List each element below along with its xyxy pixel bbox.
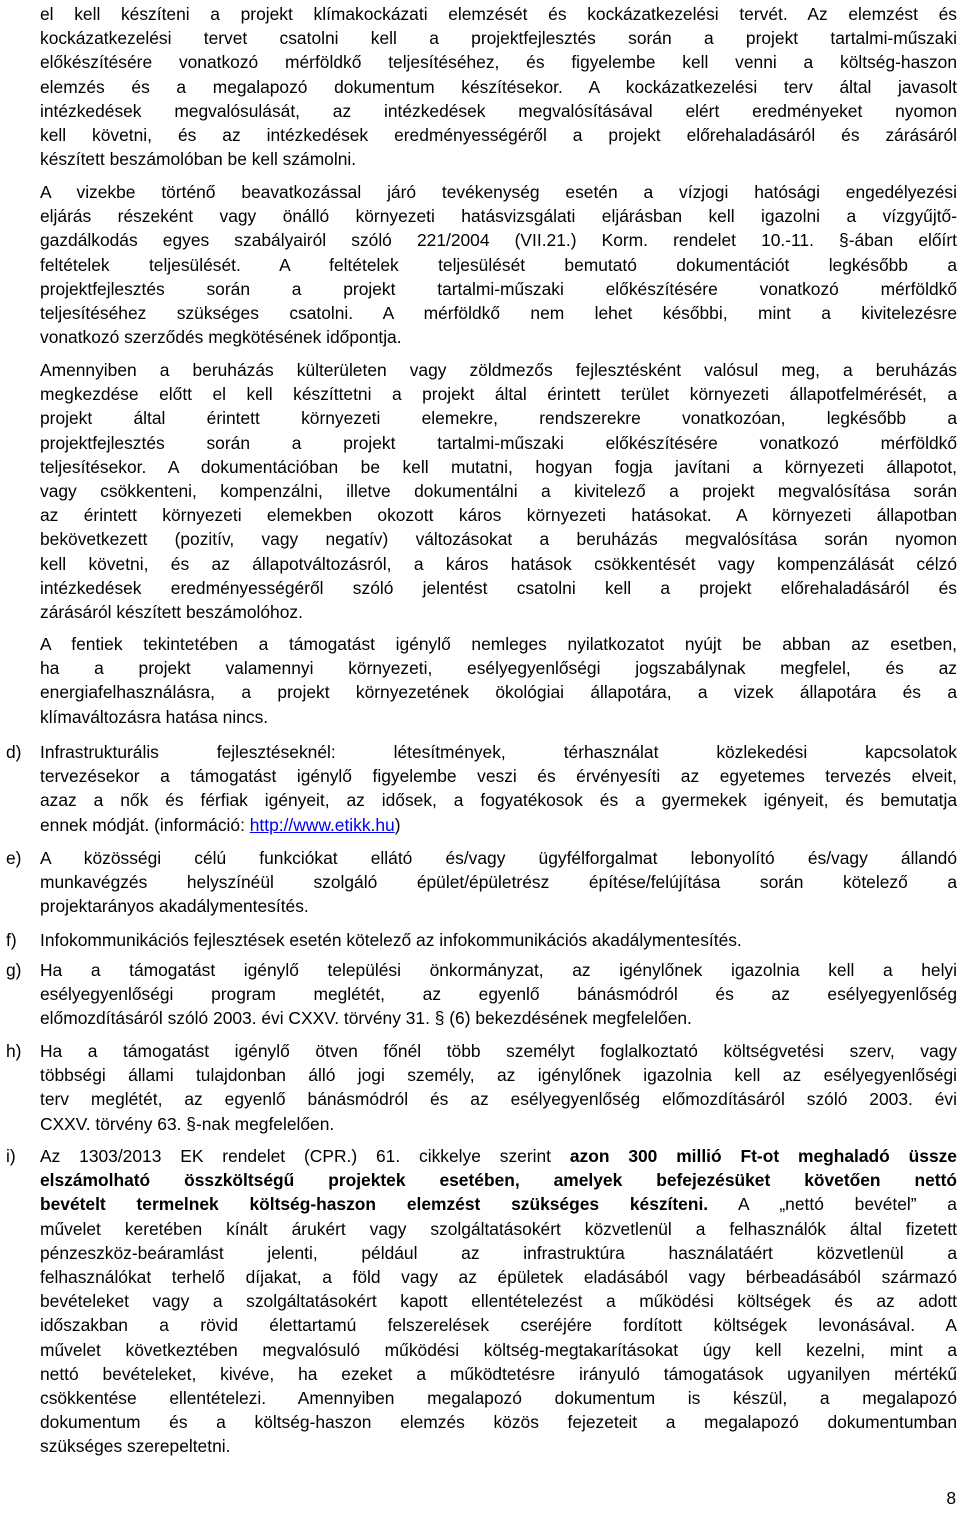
text-line: pénzeszköz-beáramlást jelenti, például az infrastruktúra használatáért közvetlenül a bbox=[40, 1242, 957, 1263]
text-line: terv meglétét, az egyenlő bánásmódról és az esélyegyenlőség előmozdításáról szóló 2003. évi bbox=[40, 1089, 957, 1110]
text-line: csökkentése ellentételezi. Amennyiben megalapozó dokumentum is készül, a megalapozó bbox=[40, 1388, 957, 1409]
text-fragment: A „nettó bevétel” a bbox=[708, 1194, 957, 1215]
text-line: teljesítéséhez szükséges csatolni. A mérföldkő nem lehet későbbi, mint a kivitelezésre bbox=[40, 303, 957, 324]
text-line: Infokommunikációs fejlesztések esetén kötelező az infokommunikációs akadálymentesítés. bbox=[40, 930, 742, 950]
text-line: gazdálkodás egyes szabályairól szóló 221/2004 (VII.21.) Korm. rendelet 10.-11. §-ában előírt bbox=[40, 230, 957, 251]
text-fragment: ) bbox=[394, 814, 401, 835]
text-line: készített beszámolóban be kell számolni. bbox=[40, 149, 357, 170]
text-line: előkészítésére vonatkozó mérföldkő teljesítéséhez, és figyelembe kell venni a költség-haszon bbox=[40, 52, 957, 73]
list-marker: f) bbox=[6, 930, 17, 950]
list-marker: g) bbox=[6, 960, 22, 980]
text-line: A vizekbe történő beavatkozással járó tevékenység esetén a vízjogi hatósági engedélyezési bbox=[40, 182, 957, 202]
text-line: azaz a nők és férfiak igényeit, az idősek, a fogyatékosok és a gyermekek igényeit, és bemutatja bbox=[40, 790, 957, 811]
text-line: előmozdításáról szóló 2003. évi CXXV. törvény 31. § (6) bekezdésének megfelelően. bbox=[40, 1008, 692, 1029]
text-line: tervezésekor a támogatást igénylő figyelembe veszi és érvényesíti az egyetemes tervezés elveit, bbox=[40, 766, 957, 787]
paragraph-water-intervention bbox=[40, 180, 957, 349]
text-line bbox=[40, 1144, 957, 1168]
text-line: Ha a támogatást igénylő ötven főnél több személyt foglalkoztató költségvetési szerv, vagy bbox=[40, 1041, 957, 1061]
text-line: intézkedések eredményességéről szóló jelentést csatolni kell a projekt előrehaladásáról és bbox=[40, 577, 957, 598]
text-line: kell követni, és az intézkedések eredményességéről a projekt előrehaladásáról és zárásáról bbox=[40, 125, 957, 146]
page-number: 8 bbox=[946, 1488, 956, 1508]
text-line: teljesítésekor. A dokumentációban be kell mutatni, hogyan fogja javítani a környezeti állapotot, bbox=[40, 456, 957, 477]
text-line: időszakban a rövid élettartamú felszerelések cseréjére fordított költségek levonásával. A bbox=[40, 1315, 957, 1336]
text-line bbox=[40, 1168, 957, 1192]
text-line: projektarányos akadálymentesítés. bbox=[40, 896, 309, 917]
text-line: Ha a támogatást igénylő települési önkormányzat, az igénylőnek igazolnia kell a helyi bbox=[40, 960, 957, 980]
paragraph-negative-declaration bbox=[40, 632, 957, 729]
text-fragment: ennek módját. (információ: bbox=[40, 814, 250, 835]
text-line: vonatkozó szerződés megkötésének időpontja. bbox=[40, 327, 402, 348]
bold-fragment: bevételt termelnek költség-haszon elemzést szükséges készíteni. bbox=[40, 1194, 709, 1215]
etikk-link[interactable]: http://www.etikk.hu bbox=[249, 814, 395, 835]
text-line: A közösségi célú funkciókat ellátó és/vagy ügyfélforgalmat lebonyolító és/vagy állandó bbox=[40, 848, 957, 868]
text-line: dokumentum és a költség-haszon elemzés közös fejezeteit a megalapozó dokumentumban bbox=[40, 1412, 957, 1433]
text-line: többségi állami tulajdonban álló jogi személy, az igénylőnek igazolnia kell az esélyegyenlőségi bbox=[40, 1065, 957, 1086]
text-line: az érintett környezeti elemekben okozott káros környezeti hatásokat. A környezeti állapotban bbox=[40, 505, 957, 526]
text-line: vagy csökkenteni, kompenzálni, illetve dokumentálni a kivitelező a projekt megvalósítása során bbox=[40, 481, 957, 502]
text-line: intézkedések megvalósulását, az intézkedések megvalósításával elért eredményeket nyomon bbox=[40, 100, 957, 121]
text-line: bekövetkezett (pozitív, vagy negatív) változásokat a beruházás megvalósítása során nyomon bbox=[40, 529, 957, 550]
text-line: szükséges szerepeltetni. bbox=[40, 1436, 231, 1457]
list-marker: e) bbox=[6, 848, 22, 868]
text-line: felhasználókat terhelő díjakat, a föld vagy az épületek eladásából vagy bérbeadásából származó bbox=[40, 1267, 957, 1288]
text-line: bevételeket vagy a szolgáltatásokért kapott ellentételezést a működési költségek és az adott bbox=[40, 1291, 957, 1312]
list-marker: d) bbox=[6, 742, 22, 762]
text-line: művelet következtében megvalósuló működési költség-megtakarításokat úgy kell kezelni, mint a bbox=[40, 1339, 957, 1360]
text-line: energiafelhasználásra, a projekt környezetének ökológiai állapotára, a vizek állapotára és a bbox=[40, 682, 957, 703]
text-line: A fentiek tekintetében a támogatást igénylő nemleges nyilatkozatot nyújt be abban az esetben, bbox=[40, 634, 957, 654]
text-line bbox=[40, 1192, 957, 1216]
text-line: ha a projekt valamennyi környezeti, esélyegyenlőségi jogszabálynak megfelel, és az bbox=[40, 658, 957, 679]
list-marker: h) bbox=[6, 1041, 22, 1061]
text-line: projekt által érintett környezeti elemekre, rendszerekre vonatkozóan, legkésőbb a bbox=[40, 408, 957, 429]
text-line: Infrastrukturális fejlesztéseknél: létesítmények, térhasználat közlekedési kapcsolatok bbox=[40, 742, 957, 762]
text-line: el kell készíteni a projekt klímakockázati elemzését és kockázatkezelési tervét. Az elemzést és bbox=[40, 4, 957, 24]
text-line: eljárás részeként vagy önálló környezeti hatásvizsgálati eljárásban kell igazolni a vízgyűjtő- bbox=[40, 206, 957, 227]
text-line: kockázatkezelési tervet csatolni kell a projektfejlesztés során a projekt tartalmi-műszaki bbox=[40, 28, 957, 49]
text-line: CXXV. törvény 63. §-nak megfelelően. bbox=[40, 1113, 335, 1134]
text-line: megkezdése előtt el kell készíttetni a projekt által érintett terület környezeti állapotfelmérését, a bbox=[40, 384, 957, 405]
text-line: projektfejlesztés során a projekt tartalmi-műszaki előkészítésére vonatkozó mérföldkő bbox=[40, 278, 957, 299]
text-line: nettó bevételeket, kivéve, ha ezeket a működtetésre irányuló támogatások ugyanilyen mértékű bbox=[40, 1363, 957, 1384]
text-line: elemzés és a megalapozó dokumentum készítésekor. A kockázatkezelési terv által javasolt bbox=[40, 76, 957, 97]
paragraph-environmental-assessment bbox=[40, 358, 957, 624]
text-line: feltételek teljesülését. A feltételek teljesülését bemutató dokumentációt legkésőbb a bbox=[40, 254, 957, 275]
text-line: kell követni, és az állapotváltozásról, a káros hatások csökkentését vagy kompenzálását célzó bbox=[40, 553, 957, 574]
text-line: művelet keretében kínált árukért vagy szolgáltatásokért közvetlenül a felhasználók által fizetett bbox=[40, 1218, 957, 1239]
text-line bbox=[40, 813, 957, 837]
text-line: munkavégzés helyszínéül szolgáló épület/épületrész építése/felújítása során kötelező a bbox=[40, 872, 957, 893]
paragraph-climate-risk bbox=[40, 2, 957, 171]
text-fragment: Az 1303/2013 EK rendelet (CPR.) 61. cikkelye szerint bbox=[40, 1146, 570, 1166]
text-line: zárásáról készített beszámolóhoz. bbox=[40, 602, 303, 623]
text-line: esélyegyenlőségi program meglétét, az egyenlő bánásmódról és az esélyegyenlőség bbox=[40, 984, 957, 1005]
list-marker: i) bbox=[6, 1146, 16, 1166]
bold-fragment: azon 300 millió Ft-ot meghaladó üssze bbox=[569, 1146, 957, 1166]
text-line: Amennyiben a beruházás külterületen vagy zöldmezős fejlesztésként valósul meg, a beruházás bbox=[40, 360, 957, 380]
bold-fragment: elszámolható összköltségű projektek esetében, amelyek befejezésüket követően nettó bbox=[40, 1170, 957, 1191]
text-line: projektfejlesztés során a projekt tartalmi-műszaki előkészítésére vonatkozó mérföldkő bbox=[40, 432, 957, 453]
text-line: klímaváltozásra hatása nincs. bbox=[40, 706, 269, 727]
